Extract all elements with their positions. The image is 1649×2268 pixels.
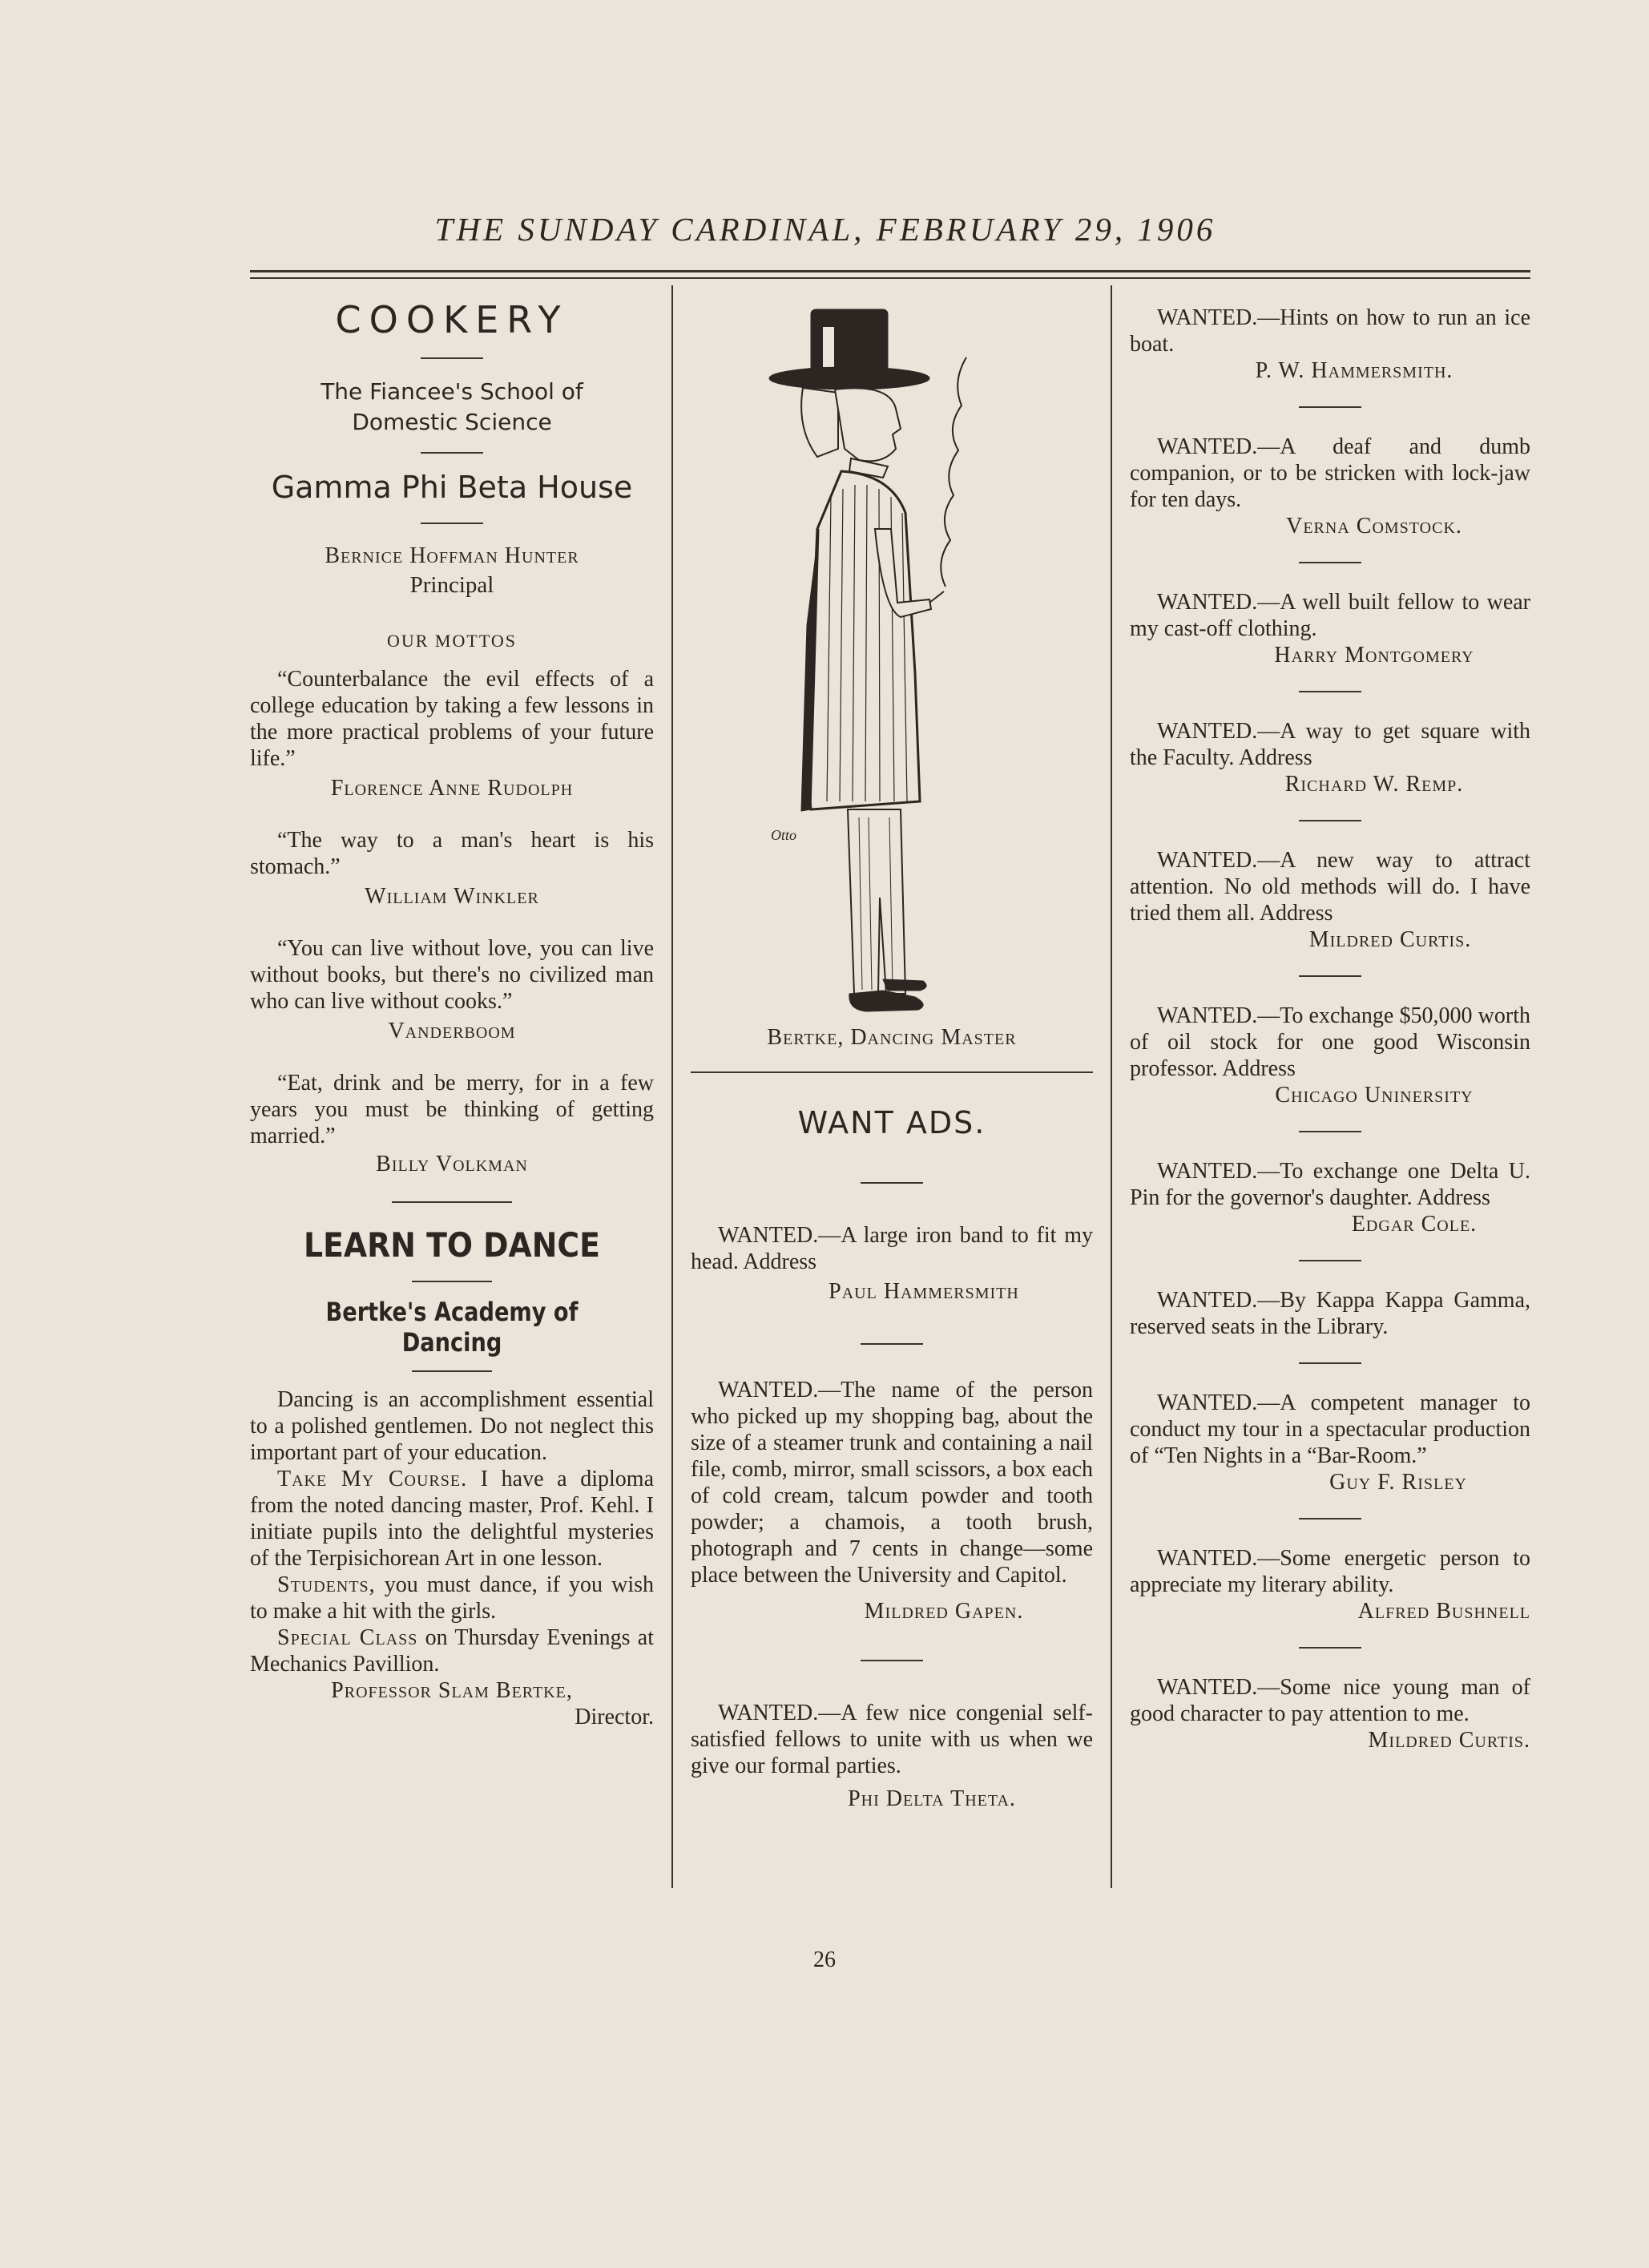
want-ad-signer: Edgar Cole.: [1351, 1212, 1478, 1237]
lead-in: Special Class: [277, 1625, 418, 1650]
academy-name: Bertke's Academy of Dancing: [325, 1297, 579, 1358]
right-column: [1130, 305, 1530, 1753]
divider: [861, 1660, 923, 1661]
want-ad-text: WANTED.—Some energetic person to appreciate my literary ability.: [1130, 1546, 1530, 1597]
column-divider-right: [1111, 285, 1112, 1888]
middle-column: [691, 289, 1093, 1812]
motto-text: “Counterbalance the evil effects of a college education by taking a few lessons in the more practical problems of your future life.”: [250, 667, 654, 771]
page-header: THE SUNDAY CARDINAL, FEBRUARY 29, 1906: [434, 211, 1216, 248]
want-ad: [1130, 1287, 1530, 1340]
want-ad: [1130, 305, 1530, 384]
divider: [1299, 562, 1361, 563]
header-rule-bottom: [250, 277, 1530, 279]
want-ad-signer: Phi Delta Theta.: [848, 1786, 1016, 1811]
dance-paragraph: [250, 1466, 654, 1572]
divider: [421, 452, 483, 454]
motto-author: Billy Volkman: [376, 1152, 528, 1176]
dance-paragraph: Dancing is an accomplishment essential to a polished gentlemen. Do not neglect this important part of your education.: [250, 1387, 654, 1465]
left-column: [250, 289, 654, 1730]
want-ad-signer: Harry Montgomery: [1274, 643, 1474, 668]
divider: [392, 1201, 512, 1203]
want-ad-text: WANTED.—A new way to attract attention. No old methods will do. I have tried them all. Address: [1130, 848, 1530, 926]
dance-title: LEARN TO DANCE: [304, 1225, 600, 1265]
want-ad-text: WANTED.—Some nice young man of good character to pay attention to me.: [1130, 1675, 1530, 1726]
lead-in: Take My Course.: [277, 1467, 468, 1491]
want-ad-text: WANTED.—A deaf and dumb companion, or to be stricken with lock-jaw for ten days.: [1130, 434, 1530, 512]
want-ad-text: WANTED.—The name of the person who picked up my shopping bag, about the size of a steamer trunk and containing a nail file, comb, mirror, small scissors, a box each of cold cream, talcum powder and tooth powder; a chamois, a tooth brush, photograph and 7 cents in change—some place between the University and Capitol.: [691, 1378, 1093, 1588]
motto: [250, 935, 654, 1044]
want-ad-signer: Mildred Curtis.: [1308, 927, 1472, 952]
want-ad: [1130, 434, 1530, 539]
want-ad: [1130, 847, 1530, 953]
divider: [1299, 406, 1361, 408]
want-ad-text: WANTED.—By Kappa Kappa Gamma, reserved seats in the Library.: [1130, 1288, 1530, 1339]
paragraph-text: on Thursday Evenings at Mechanics Pavillion.: [250, 1625, 654, 1677]
motto: [250, 666, 654, 801]
want-ad-signer: Mildred Gapen.: [864, 1599, 1024, 1624]
want-ad: [691, 1700, 1093, 1812]
divider: [412, 1281, 492, 1282]
want-ad-signer: Richard W. Remp.: [1284, 772, 1464, 797]
motto-author: Vanderboom: [388, 1019, 516, 1043]
divider: [861, 1343, 923, 1345]
want-ad: [691, 1222, 1093, 1305]
page-number: 26: [813, 1947, 836, 1972]
divider: [1299, 1647, 1361, 1649]
caption-rule: [691, 1071, 1093, 1073]
want-ad-text: WANTED.—A large iron band to fit my head. Address: [691, 1223, 1093, 1274]
divider: [1299, 820, 1361, 821]
house-name: Gamma Phi Beta House: [271, 470, 633, 505]
dance-signer: Professor Slam Bertke,: [331, 1678, 573, 1703]
divider: [861, 1182, 923, 1184]
principal-role: Principal: [409, 572, 494, 598]
want-ad-signer: Guy F. Risley: [1329, 1470, 1467, 1495]
illustration-signature: Otto: [771, 827, 797, 843]
dance-paragraph: [250, 1572, 654, 1624]
illustration-caption: Bertke, Dancing Master: [767, 1025, 1017, 1050]
divider: [1299, 1260, 1361, 1261]
want-ad-text: WANTED.—A well built fellow to wear my cast-off clothing.: [1130, 590, 1530, 641]
paragraph-text: I have a diploma from the noted dancing master, Prof. Kehl. I initiate pupils into the delightful mysteries of the Terpisichorean Art in one lesson.: [250, 1467, 655, 1571]
want-ad-signer: Paul Hammersmith: [829, 1279, 1019, 1304]
want-ad: [1130, 1390, 1530, 1495]
want-ad-signer: Chicago Uninersity: [1275, 1083, 1474, 1108]
divider: [421, 357, 483, 359]
want-ad-signer: Verna Comstock.: [1286, 514, 1462, 539]
divider: [421, 523, 483, 524]
want-ad-text: WANTED.—A competent manager to conduct my tour in a spectacular production of “Ten Nights in a “Bar-Room.”: [1130, 1390, 1530, 1468]
motto-text: “Eat, drink and be merry, for in a few years you must be thinking of getting married.”: [250, 1071, 654, 1148]
motto-author: Florence Anne Rudolph: [330, 776, 574, 801]
divider: [412, 1370, 492, 1372]
want-ad: [1130, 1003, 1530, 1108]
divider: [1299, 1131, 1361, 1132]
want-ad-text: WANTED.—Hints on how to run an ice boat.: [1130, 305, 1530, 357]
want-ads-title: WANT ADS.: [797, 1105, 986, 1140]
header-rule-top: [250, 270, 1530, 272]
dance-signer-role: Director.: [575, 1705, 654, 1729]
divider: [1299, 1518, 1361, 1519]
paragraph-text: you must dance, if you wish to make a hit with the girls.: [250, 1572, 654, 1624]
want-ad: [1130, 718, 1530, 797]
want-ad: [691, 1377, 1093, 1624]
divider: [1299, 691, 1361, 692]
want-ad-text: WANTED.—To exchange one Delta U. Pin for the governor's daughter. Address: [1130, 1159, 1530, 1210]
motto: [250, 827, 654, 910]
want-ad-text: WANTED.—To exchange $50,000 worth of oil stock for one good Wisconsin professor. Address: [1130, 1003, 1530, 1081]
want-ad-signer: Alfred Bushnell: [1357, 1599, 1530, 1624]
want-ad: [1130, 1545, 1530, 1624]
want-ad: [1130, 1158, 1530, 1237]
want-ad-text: WANTED.—A few nice congenial self-satisfied fellows to unite with us when we give our formal parties.: [691, 1701, 1093, 1778]
divider: [1299, 975, 1361, 977]
motto-author: William Winkler: [365, 884, 539, 909]
want-ad: [1130, 1674, 1530, 1753]
column-divider-left: [671, 285, 673, 1888]
motto: [250, 1070, 654, 1177]
dancing-master-illustration: [691, 289, 1093, 1026]
principal-name: Bernice Hoffman Hunter: [325, 543, 579, 568]
dance-paragraph: [250, 1624, 654, 1677]
cookery-subtitle: The Fiancee's School of Domestic Science: [321, 378, 583, 435]
want-ad-text: WANTED.—A way to get square with the Faculty. Address: [1130, 719, 1530, 770]
divider: [1299, 1362, 1361, 1364]
lead-in: Students,: [277, 1572, 376, 1597]
mottos-heading: OUR MOTTOS: [386, 631, 517, 651]
want-ad-signer: P. W. Hammersmith.: [1255, 358, 1453, 383]
motto-text: “You can live without love, you can live without books, but there's no civilized man who can live without cooks.”: [250, 936, 654, 1014]
motto-text: “The way to a man's heart is his stomach.”: [250, 828, 654, 879]
want-ad: [1130, 589, 1530, 668]
want-ad-signer: Mildred Curtis.: [1368, 1728, 1530, 1753]
cookery-title: COOKERY: [335, 298, 569, 341]
